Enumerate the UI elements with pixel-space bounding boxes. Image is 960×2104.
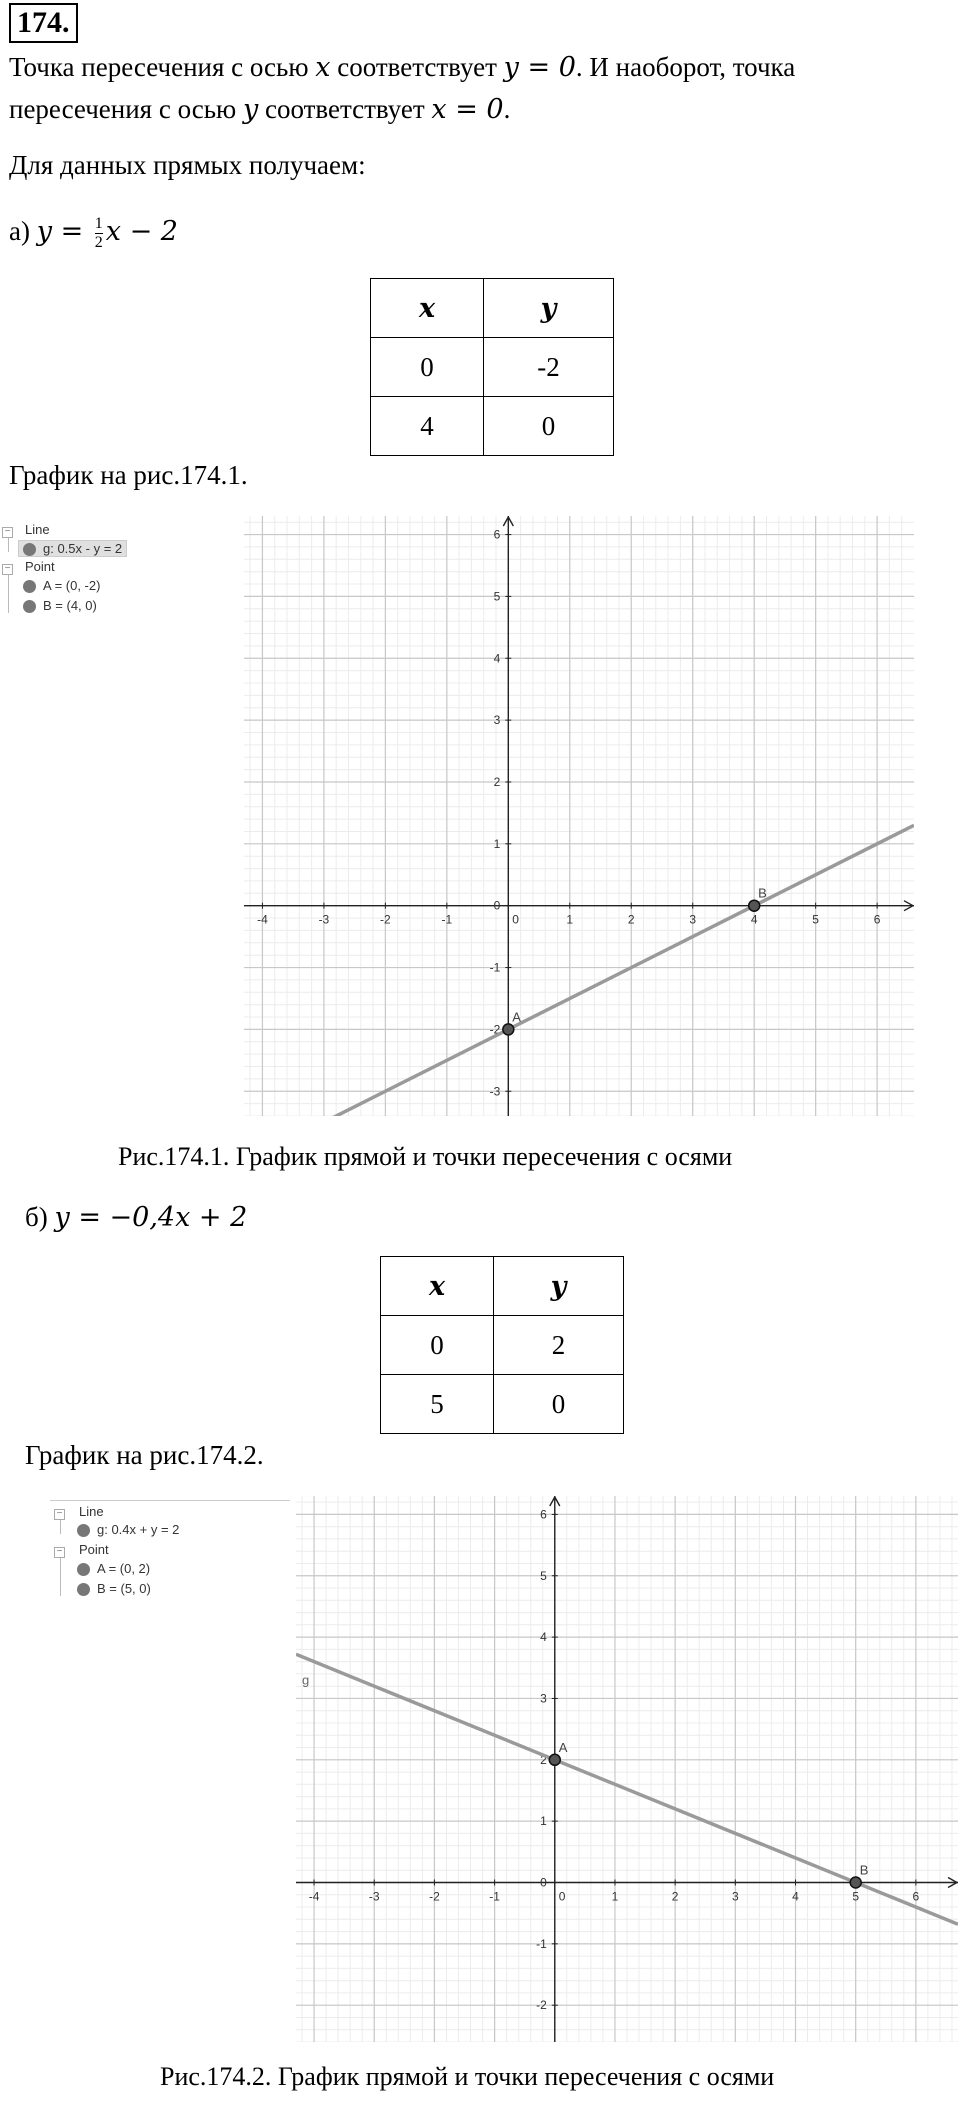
for-lines-text: Для данных прямых получаем: xyxy=(9,150,366,180)
x-tick-label: 0 xyxy=(558,1889,566,1904)
x-tick-label: 1 xyxy=(566,912,574,927)
point-item-label: B = (5, 0) xyxy=(97,1581,151,1596)
table-cell: 0 xyxy=(494,1375,624,1434)
x-tick-label: 4 xyxy=(792,1889,799,1904)
x-tick-label: 4 xyxy=(750,912,758,927)
eq-lhs: y = xyxy=(36,216,92,247)
frac-den: 2 xyxy=(94,234,103,252)
header-x: x xyxy=(371,279,484,338)
point-label: A xyxy=(558,1739,568,1755)
point-label: B xyxy=(758,885,767,901)
point-item[interactable] xyxy=(77,1561,150,1576)
point-label: A xyxy=(512,1009,521,1025)
y-tick-label: 1 xyxy=(493,836,501,851)
table-header-row xyxy=(381,1257,624,1316)
values-table-a xyxy=(370,278,614,456)
visibility-dot-icon[interactable] xyxy=(77,1583,90,1596)
y-tick-label: 1 xyxy=(540,1814,547,1829)
var-x: x xyxy=(315,52,331,83)
eq-x0: x = 0 xyxy=(431,94,504,125)
intro-line-2 xyxy=(9,90,510,129)
y-tick-label: 3 xyxy=(540,1691,547,1706)
part-a-equation xyxy=(9,212,178,252)
y-tick-label: -2 xyxy=(489,1022,501,1037)
visibility-dot-icon[interactable] xyxy=(23,600,36,613)
y-tick-label: 2 xyxy=(493,774,501,789)
y-tick-label: 0 xyxy=(540,1875,547,1890)
algebra-panel-a xyxy=(0,518,240,628)
visibility-dot-icon[interactable] xyxy=(23,580,36,593)
point-B xyxy=(850,1877,861,1888)
line-item-label: g: 0.5x - y = 2 xyxy=(43,541,123,556)
x-tick-label: 3 xyxy=(689,912,697,927)
eq-b: y = −0,4x + 2 xyxy=(54,1202,248,1233)
x-tick-label: -1 xyxy=(441,912,453,927)
caption-174-2: Рис.174.2. График прямой и точки пересечения с осями xyxy=(160,2062,775,2091)
part-a-label: а) xyxy=(9,216,37,246)
line-item[interactable] xyxy=(77,1522,179,1537)
caption-174-1: Рис.174.1. График прямой и точки пересечения с осями xyxy=(118,1142,733,1171)
table-cell: 0 xyxy=(371,338,484,397)
table-cell: 4 xyxy=(371,397,484,456)
part-b-label: б) xyxy=(25,1202,55,1232)
x-tick-label: -4 xyxy=(308,1889,320,1904)
x-tick-label: -3 xyxy=(368,1889,380,1904)
group-point: Point xyxy=(25,559,55,574)
x-tick-label: 2 xyxy=(627,912,635,927)
x-tick-label: 5 xyxy=(852,1889,860,1904)
var-y: y xyxy=(242,94,259,125)
visibility-dot-icon[interactable] xyxy=(77,1524,90,1537)
y-tick-label: 4 xyxy=(540,1630,547,1645)
intro-text: соответствует xyxy=(258,94,432,124)
group-line: Line xyxy=(79,1504,104,1519)
y-tick-label: -1 xyxy=(536,1936,547,1951)
point-item[interactable] xyxy=(23,598,97,613)
frac-num: 1 xyxy=(94,215,103,233)
y-tick-label: -1 xyxy=(489,960,501,975)
plot-background xyxy=(244,516,914,1116)
point-item[interactable] xyxy=(77,1581,151,1596)
visibility-dot-icon[interactable] xyxy=(23,543,36,556)
collapse-icon[interactable]: − xyxy=(2,564,13,575)
x-tick-label: 6 xyxy=(912,1889,920,1904)
graph-ref-a: График на рис.174.1. xyxy=(9,460,248,490)
collapse-icon[interactable]: − xyxy=(54,1547,65,1558)
table-row xyxy=(371,397,614,456)
line-label: g xyxy=(302,1672,310,1688)
x-tick-label: -3 xyxy=(318,912,330,927)
x-tick-label: -4 xyxy=(257,912,268,927)
y-tick-label: 6 xyxy=(493,527,501,542)
intro-text: . И наоборот, точка xyxy=(575,52,796,82)
table-row xyxy=(371,338,614,397)
line-item[interactable] xyxy=(18,540,127,557)
part-b-equation xyxy=(25,1198,247,1237)
collapse-icon[interactable]: − xyxy=(54,1509,65,1520)
table-cell: 2 xyxy=(494,1316,624,1375)
header-y: y xyxy=(484,279,614,338)
x-tick-label: 3 xyxy=(731,1889,739,1904)
table-cell: 0 xyxy=(381,1316,494,1375)
x-tick-label: -2 xyxy=(429,1889,440,1904)
point-item-label: A = (0, 2) xyxy=(97,1561,151,1576)
intro-text: пересечения с осью xyxy=(9,94,243,124)
graph-174-2[interactable] xyxy=(296,1496,958,2042)
y-tick-label: 5 xyxy=(540,1568,547,1583)
y-tick-label: 0 xyxy=(493,898,501,913)
point-item[interactable] xyxy=(23,578,100,593)
point-A xyxy=(503,1024,514,1035)
intro-text: соответствует xyxy=(330,52,504,82)
table-cell: 5 xyxy=(381,1375,494,1434)
point-item-label: B = (4, 0) xyxy=(43,598,97,613)
table-row xyxy=(381,1316,624,1375)
header-y: y xyxy=(494,1257,624,1316)
graph-174-1[interactable] xyxy=(244,516,914,1116)
y-tick-label: 6 xyxy=(540,1507,547,1522)
eq-y0: y = 0 xyxy=(503,52,576,83)
y-tick-label: 5 xyxy=(493,589,501,604)
x-tick-label: 0 xyxy=(512,912,519,927)
y-tick-label: -3 xyxy=(489,1084,501,1099)
x-tick-label: 6 xyxy=(873,912,881,927)
point-item-label: A = (0, -2) xyxy=(43,578,101,593)
intro-text: Точка пересечения с осью xyxy=(9,52,316,82)
x-tick-label: -1 xyxy=(489,1889,500,1904)
graph-ref-b: График на рис.174.2. xyxy=(25,1440,264,1470)
header-x: x xyxy=(381,1257,494,1316)
group-point: Point xyxy=(79,1542,109,1557)
intro-line-1 xyxy=(9,48,795,87)
x-tick-label: 2 xyxy=(671,1889,679,1904)
x-tick-label: -2 xyxy=(380,912,391,927)
visibility-dot-icon[interactable] xyxy=(77,1563,90,1576)
point-B xyxy=(749,900,760,911)
values-table-b xyxy=(380,1256,624,1434)
collapse-icon[interactable]: − xyxy=(2,527,13,538)
point-label: B xyxy=(859,1862,869,1878)
y-tick-label: 3 xyxy=(493,713,501,728)
fraction xyxy=(95,215,103,252)
y-tick-label: 4 xyxy=(493,651,501,666)
line-item-label: g: 0.4x + y = 2 xyxy=(97,1522,180,1537)
intro-text: . xyxy=(503,94,511,124)
eq-rhs: x − 2 xyxy=(105,216,178,247)
table-cell: 0 xyxy=(484,397,614,456)
group-line: Line xyxy=(25,522,50,537)
y-tick-label: -2 xyxy=(536,1998,547,2013)
table-cell: -2 xyxy=(484,338,614,397)
problem-number: 174. xyxy=(9,3,78,43)
y-tick-label: 2 xyxy=(540,1752,547,1767)
point-A xyxy=(549,1754,560,1765)
x-tick-label: 5 xyxy=(812,912,819,927)
x-tick-label: 1 xyxy=(611,1889,619,1904)
table-header-row xyxy=(371,279,614,338)
table-row xyxy=(381,1375,624,1434)
algebra-panel-b xyxy=(50,1500,290,1611)
